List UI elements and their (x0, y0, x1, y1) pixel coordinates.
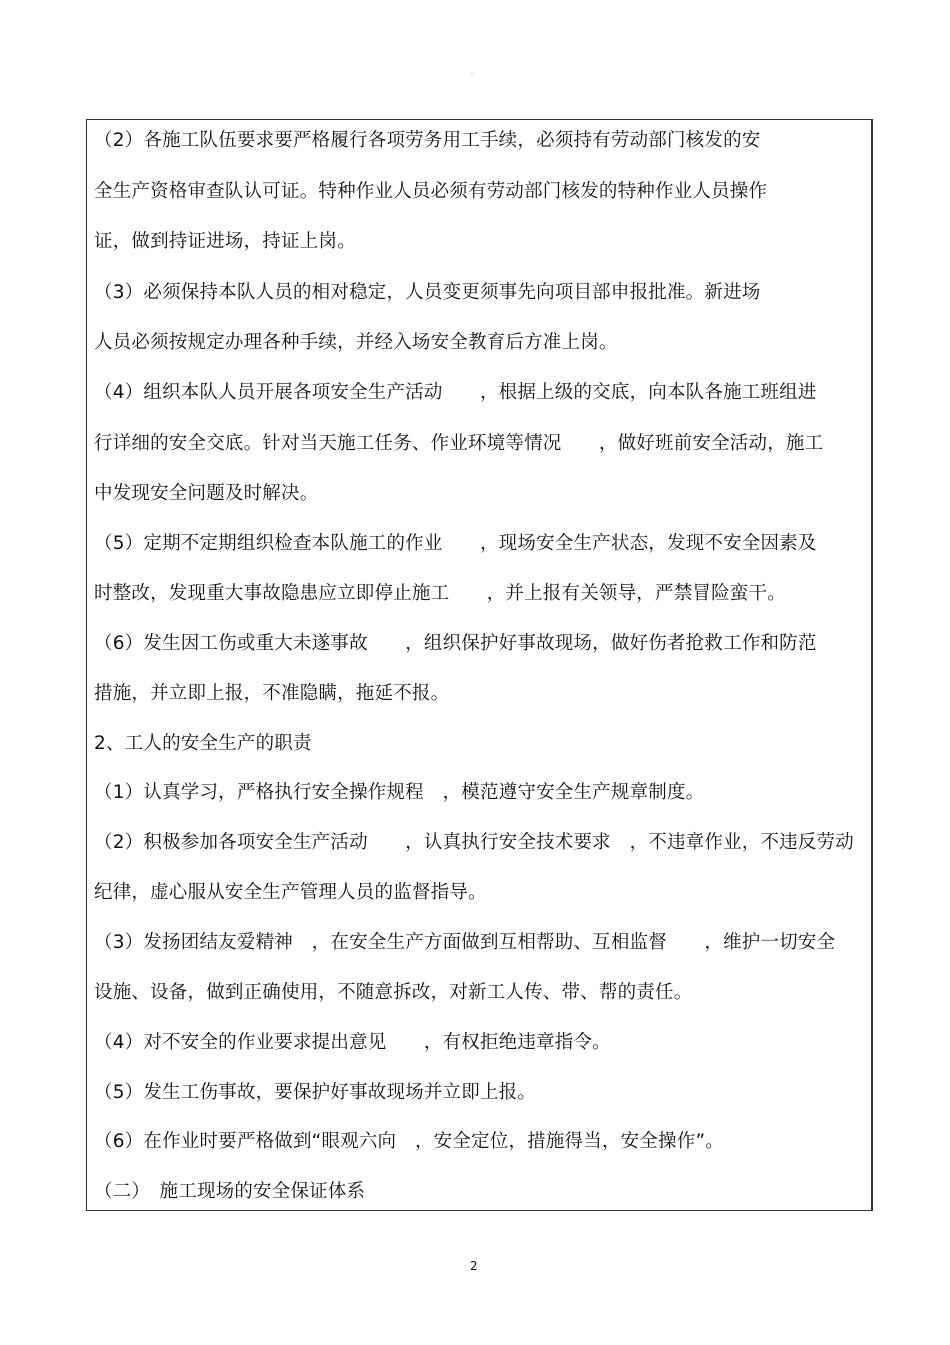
text-line: 行详细的安全交底。针对当天施工任务、作业环境等情况 ，做好班前安全活动，施工 (94, 433, 824, 454)
text-line: （4）对不安全的作业要求提出意见 ，有权拒绝违章指令。 (94, 1032, 611, 1053)
text-line: （3）发扬团结友爱精神 ，在安全生产方面做到互相帮助、互相监督 ，维护一切安全 (94, 932, 836, 953)
text-line: 中发现安全问题及时解决。 (94, 483, 319, 504)
text-line: 证，做到持证进场，持证上岗。 (94, 231, 356, 252)
page-number: 2 (470, 1259, 478, 1273)
text-line: （5）发生工伤事故，要保护好事故现场并立即上报。 (94, 1082, 537, 1103)
text-line: （4）组织本队人员开展各项安全生产活动 ，根据上级的交底，向本队各施工班组进 (94, 382, 817, 403)
section-heading: （二） 施工现场的安全保证体系 (94, 1181, 366, 1202)
text-line: （2）积极参加各项安全生产活动 ，认真执行安全技术要求 ，不违章作业，不违反劳动 (94, 832, 854, 853)
text-line: （2）各施工队伍要求要严格履行各项劳务用工手续，必须持有劳动部门核发的安 (94, 130, 761, 151)
text-line: 全生产资格审查队认可证。特种作业人员必须有劳动部门核发的特种作业人员操作 (94, 181, 768, 202)
text-line: 时整改，发现重大事故隐患应立即停止施工 ，并上报有关领导，严禁冒险蛮干。 (94, 583, 786, 604)
text-line: 措施，并立即上报，不准隐瞒，拖延不报。 (94, 683, 450, 704)
text-line: 人员必须按规定办理各种手续，并经入场安全教育后方准上岗。 (94, 332, 618, 353)
text-line: （6）在作业时要严格做到“眼观六向 ，安全定位，措施得当，安全操作”。 (94, 1131, 724, 1152)
text-line: 纪律，虚心服从安全生产管理人员的监督指导。 (94, 882, 487, 903)
text-line: （3）必须保持本队人员的相对稳定，人员变更须事先向项目部申报批准。新进场 (94, 282, 761, 303)
header-mark: 。 (470, 67, 478, 76)
text-line: （1）认真学习，严格执行安全操作规程 ，模范遵守安全生产规章制度。 (94, 782, 705, 803)
text-line: 设施、设备，做到正确使用，不随意拆改，对新工人传、带、帮的责任。 (94, 982, 693, 1003)
text-line: （5）定期不定期组织检查本队施工的作业 ，现场安全生产状态，发现不安全因素及 (94, 533, 817, 554)
text-line: （6）发生因工伤或重大未遂事故 ，组织保护好事故现场，做好伤者抢救工作和防范 (94, 633, 817, 654)
section-heading: 2、工人的安全生产的职责 (94, 733, 312, 754)
